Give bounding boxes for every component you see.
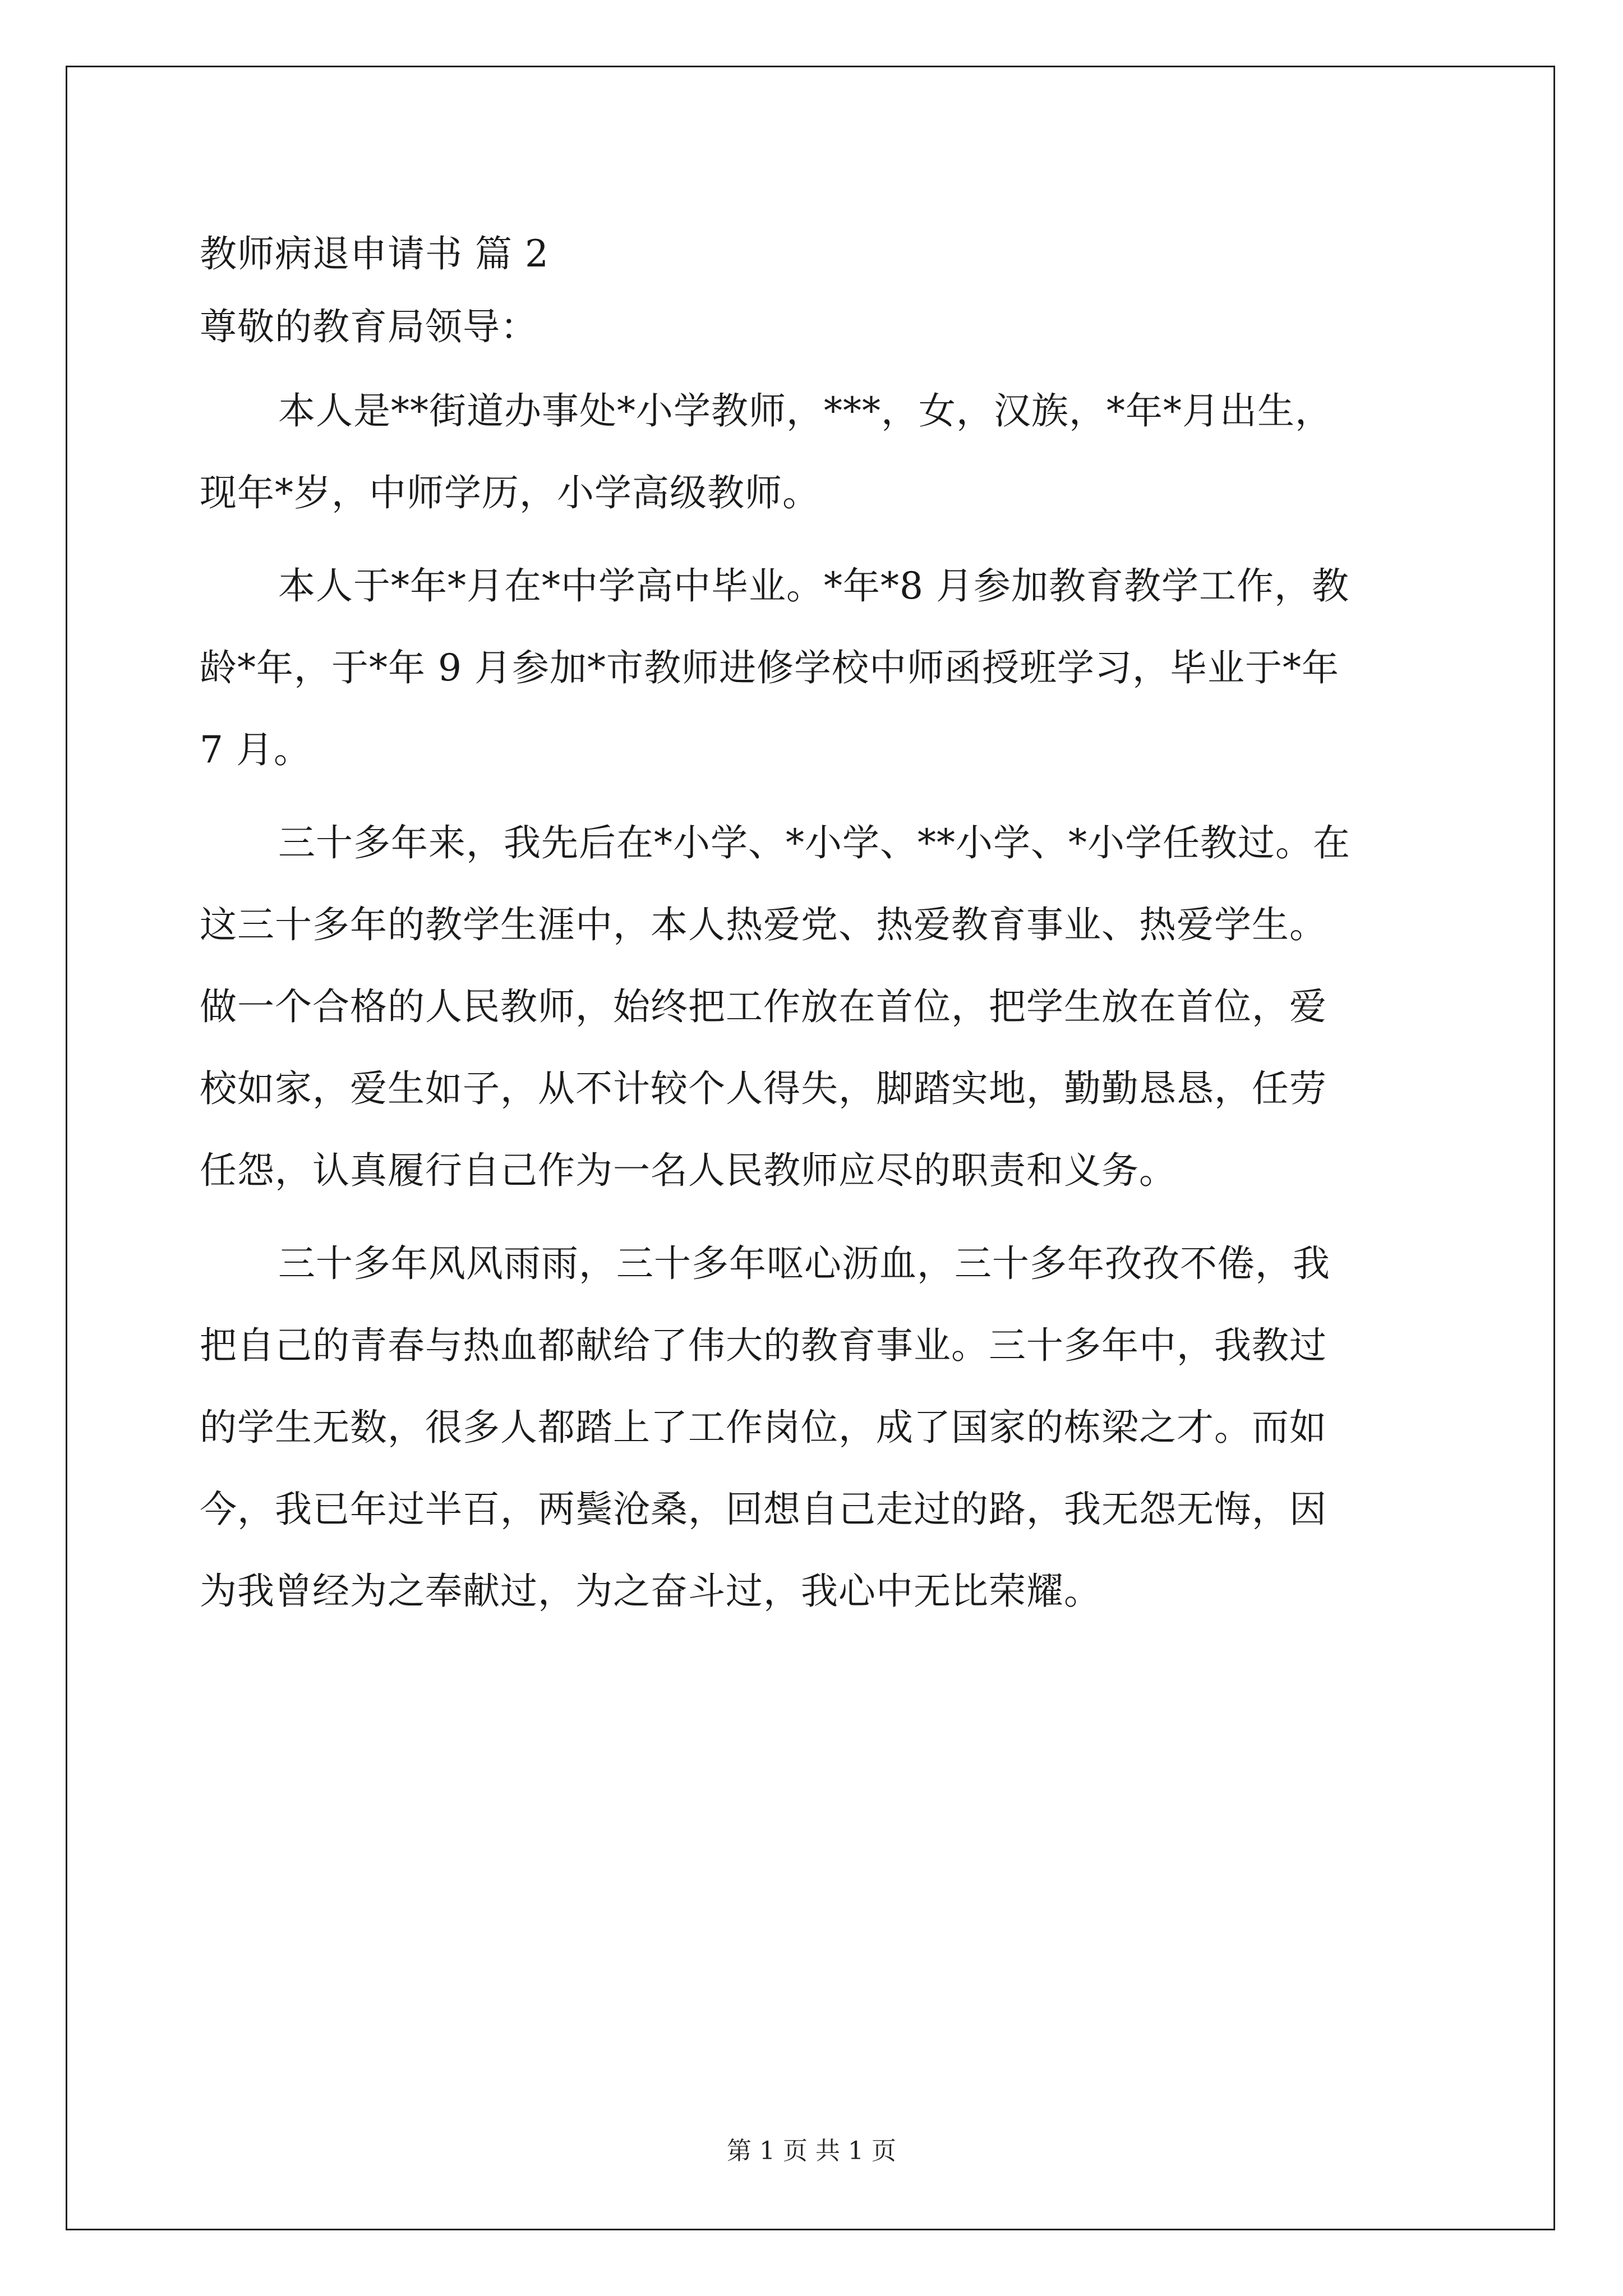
paragraph-line: 龄*年，于*年 9 月参加*市教师进修学校中师函授班学习，毕业于*年 bbox=[200, 646, 1339, 689]
paragraph-line: 校如家，爱生如子，从不计较个人得失，脚踏实地，勤勤恳恳，任劳 bbox=[200, 1067, 1327, 1110]
paragraph-line: 本人是**街道办事处*小学教师，***，女，汉族，*年*月出生， bbox=[278, 389, 1332, 432]
paragraph-line: 任怨，认真履行自己作为一名人民教师应尽的职责和义务。 bbox=[200, 1149, 1177, 1192]
paragraph-line: 这三十多年的教学生涯中，本人热爱党、热爱教育事业、热爱学生。 bbox=[200, 903, 1327, 946]
paragraph-line: 7 月。 bbox=[200, 728, 311, 771]
paragraph-line: 三十多年风风雨雨，三十多年呕心沥血，三十多年孜孜不倦，我 bbox=[278, 1242, 1330, 1285]
salutation: 尊敬的教育局领导： bbox=[200, 305, 538, 348]
paragraph-line: 三十多年来，我先后在*小学、*小学、**小学、*小学任教过。在 bbox=[278, 821, 1350, 864]
paragraph-line: 做一个合格的人民教师，始终把工作放在首位，把学生放在首位，爱 bbox=[200, 985, 1327, 1028]
paragraph-line: 本人于*年*月在*中学高中毕业。*年*8 月参加教育教学工作，教 bbox=[278, 564, 1349, 608]
paragraph-line: 的学生无数，很多人都踏上了工作岗位，成了国家的栋梁之才。而如 bbox=[200, 1406, 1327, 1449]
page-footer: 第 1 页 共 1 页 bbox=[727, 2137, 896, 2165]
paragraph-line: 为我曾经为之奉献过，为之奋斗过，我心中无比荣耀。 bbox=[200, 1570, 1101, 1613]
paragraph-line: 把自己的青春与热血都献给了伟大的教育事业。三十多年中，我教过 bbox=[200, 1324, 1327, 1367]
document-body bbox=[200, 222, 1422, 1624]
document-title: 教师病退申请书 篇 2 bbox=[200, 232, 549, 275]
paragraph-line: 现年*岁，中师学历，小学高级教师。 bbox=[200, 471, 820, 514]
paragraph-line: 今，我已年过半百，两鬓沧桑，回想自己走过的路，我无怨无悔，因 bbox=[200, 1488, 1327, 1531]
